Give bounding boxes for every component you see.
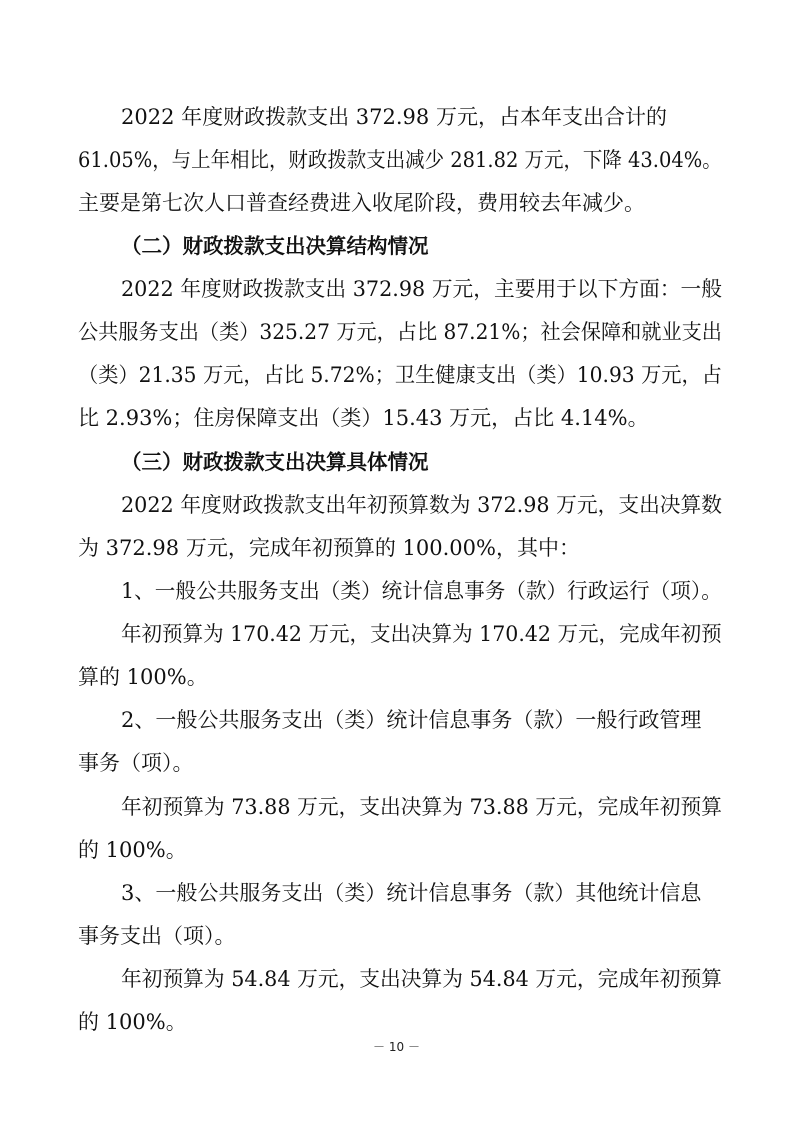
- paragraph-line: 公共服务支出（类）325.27 万元，占比 87.21%；社会保障和就业支出: [78, 320, 722, 344]
- paragraph-line: 61.05%，与上年相比，财政拨款支出减少 281.82 万元，下降 43.04%。: [78, 148, 722, 172]
- list-item-2: 2、一般公共服务支出（类）统计信息事务（款）一般行政管理: [121, 708, 702, 732]
- paragraph-line: （类）21.35 万元，占比 5.72%；卫生健康支出（类）10.93 万元，占: [78, 363, 722, 387]
- paragraph-line: 年初预算为 170.42 万元，支出决算为 170.42 万元，完成年初预: [121, 622, 722, 646]
- list-item-3: 3、一般公共服务支出（类）统计信息事务（款）其他统计信息: [121, 881, 702, 905]
- section-heading-2: （二）财政拨款支出决算结构情况: [121, 234, 429, 258]
- paragraph-line: 的 100%。: [78, 1010, 187, 1034]
- paragraph-line: 比 2.93%；住房保障支出（类）15.43 万元，占比 4.14%。: [78, 406, 649, 430]
- page-number: － 10 －: [373, 1040, 420, 1054]
- section-heading-3: （三）财政拨款支出决算具体情况: [121, 450, 429, 474]
- paragraph-line: 年初预算为 73.88 万元，支出决算为 73.88 万元，完成年初预算: [121, 795, 722, 819]
- paragraph-line: 2022 年度财政拨款支出年初预算数为 372.98 万元，支出决算数: [121, 493, 722, 517]
- paragraph-line: 主要是第七次人口普查经费进入收尾阶段，费用较去年减少。: [78, 191, 645, 215]
- list-item-1: 1、一般公共服务支出（类）统计信息事务（款）行政运行（项）。: [121, 579, 722, 603]
- paragraph-line: 算的 100%。: [78, 665, 208, 689]
- paragraph-line: 为 372.98 万元，完成年初预算的 100.00%，其中：: [78, 536, 580, 560]
- paragraph-line: 的 100%。: [78, 838, 187, 862]
- paragraph-line: 事务支出（项）。: [78, 924, 236, 948]
- paragraph-line: 年初预算为 54.84 万元，支出决算为 54.84 万元，完成年初预算: [121, 967, 722, 991]
- paragraph-line: 2022 年度财政拨款支出 372.98 万元，主要用于以下方面：一般: [121, 277, 722, 301]
- paragraph-line: 事务（项）。: [78, 751, 194, 775]
- paragraph-line: 2022 年度财政拨款支出 372.98 万元，占本年支出合计的: [121, 105, 667, 129]
